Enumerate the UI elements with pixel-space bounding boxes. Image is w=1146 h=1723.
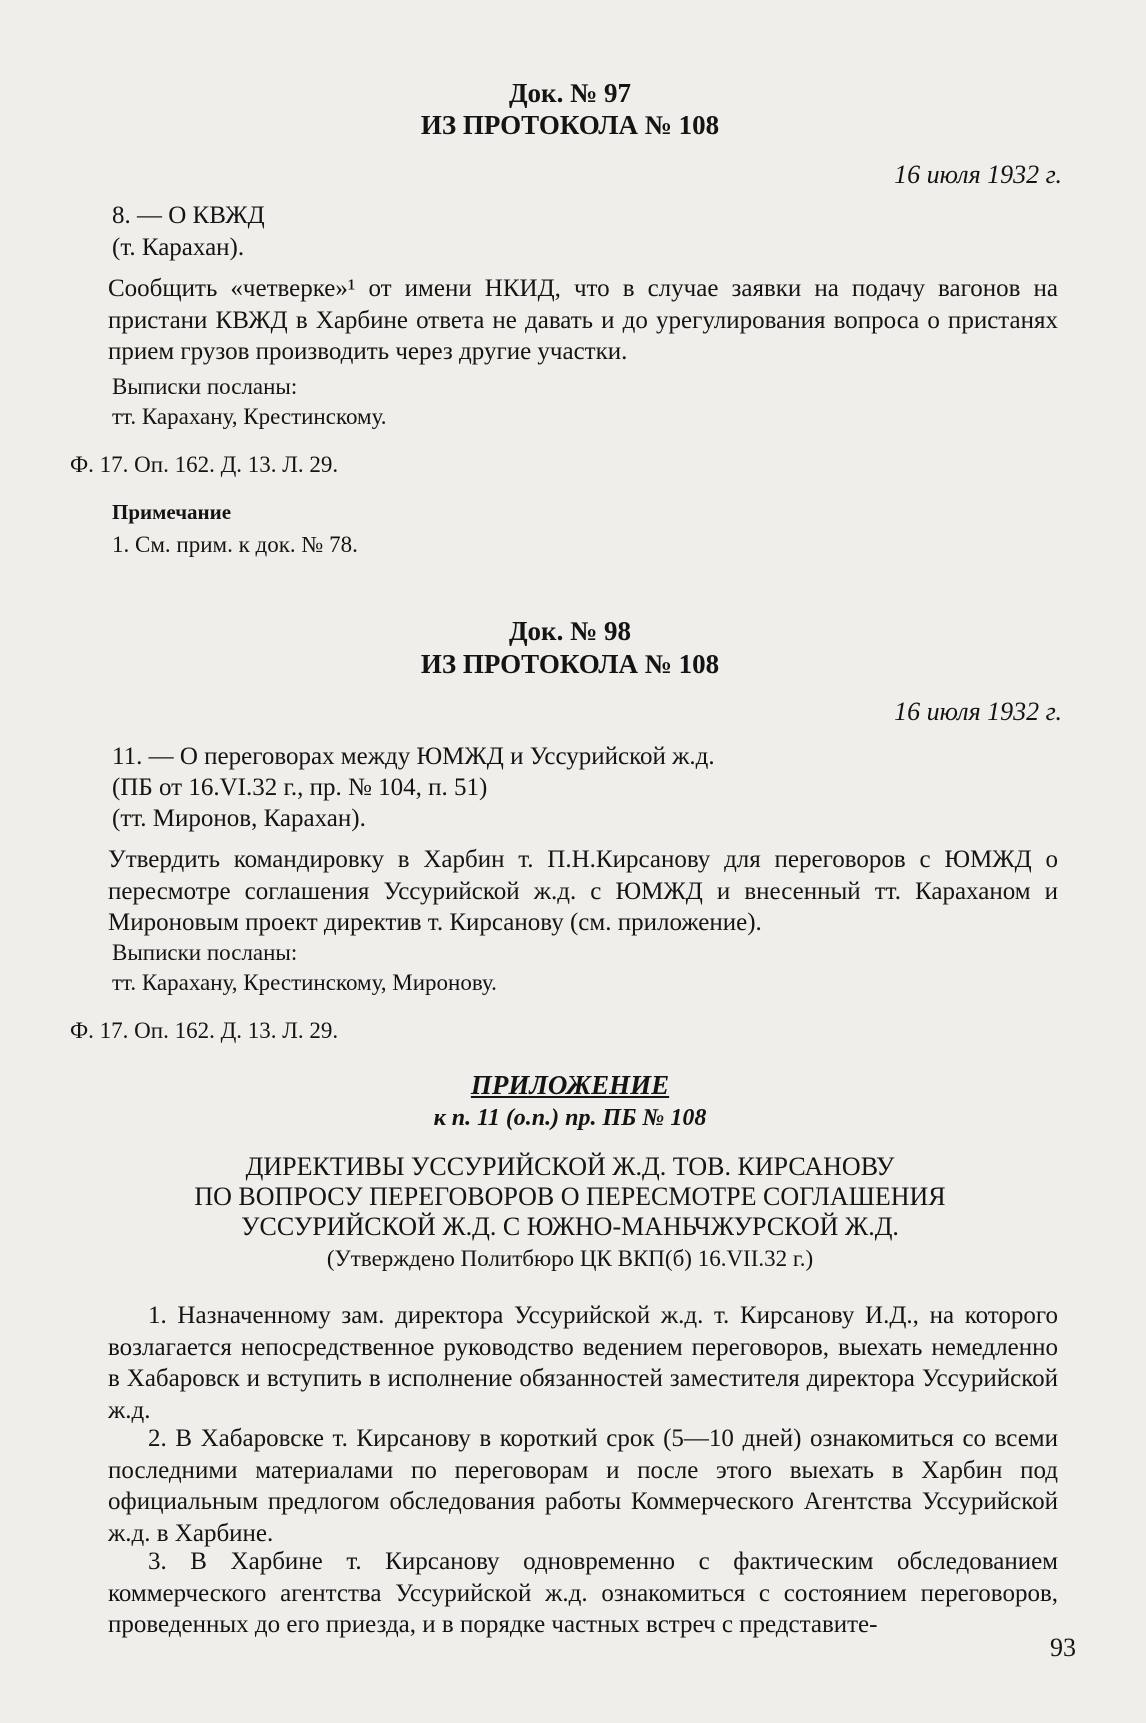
doc98-date: 16 июля 1932 г.: [894, 697, 1062, 726]
doc97-speaker: (т. Карахан).: [112, 234, 245, 261]
doc97-protocol: ИЗ ПРОТОКОЛА № 108: [420, 110, 720, 140]
doc97-sent-label: Выписки посланы:: [112, 374, 298, 399]
doc97-sent-to: тт. Карахану, Крестинскому.: [112, 404, 387, 429]
doc98-ref: (ПБ от 16.VI.32 г., пр. № 104, п. 51): [112, 774, 488, 801]
doc97-item-heading: 8. — О КВЖД: [112, 202, 265, 229]
appendix-subheading: к п. 11 (о.п.) пр. ПБ № 108: [433, 1105, 707, 1131]
doc98-number: Док. № 98: [508, 616, 631, 646]
doc98-sent-label: Выписки посланы:: [112, 940, 298, 965]
appendix-title-line-3: УССУРИЙСКОЙ Ж.Д. С ЮЖНО-МАНЬЧЖУРСКОЙ Ж.Д.: [241, 1212, 899, 1241]
doc97-body: Сообщить «четверке»¹ от имени НКИД, что в случае заявки на подачу вагонов на пристани КВЖД в Харбине ответа не давать и до урегулирования вопроса о пристанях прием грузов производить через другие участки.: [108, 275, 1058, 365]
doc98-item-heading: 11. — О переговорах между ЮМЖД и Уссурийской ж.д.: [112, 743, 715, 770]
doc97-note-label: Примечание: [112, 500, 232, 524]
doc98-body: Утвердить командировку в Харбин т. П.Н.Кирсанову для переговоров с ЮМЖД о пересмотре соглашения Уссурийской ж.д. с ЮМЖД и внесенный тт. Караханом и Мироновым проект директив т. Кирсанову (см. приложение).: [108, 846, 1058, 936]
appendix-title-line-2: ПО ВОПРОСУ ПЕРЕГОВОРОВ О ПЕРЕСМОТРЕ СОГЛАШЕНИЯ: [194, 1182, 946, 1211]
doc97-source: Ф. 17. Оп. 162. Д. 13. Л. 29.: [70, 452, 339, 477]
appendix-title-line-1: ДИРЕКТИВЫ УССУРИЙСКОЙ Ж.Д. ТОВ. КИРСАНОВУ: [245, 1152, 895, 1181]
doc98-protocol: ИЗ ПРОТОКОЛА № 108: [420, 649, 720, 679]
doc97-number: Док. № 97: [508, 78, 631, 108]
appendix-paragraph-2: 2. В Хабаровске т. Кирсанову в короткий срок (5—10 дней) ознакомиться со всеми последними материалами по переговорам и после этого выехать в Харбин под официальным предлогом обследования работы Коммерческого Агентства Уссурийской ж.д. в Харбине.: [108, 1425, 1058, 1547]
doc97-note: 1. См. прим. к док. № 78.: [112, 532, 358, 557]
page-number: 93: [1050, 1633, 1076, 1662]
appendix-approved: (Утверждено Политбюро ЦК ВКП(б) 16.VII.32 г.): [326, 1246, 814, 1271]
appendix-paragraph-3: 3. В Харбине т. Кирсанову одновременно с фактическим обследованием коммерческого агентства Уссурийской ж.д. ознакомиться с состоянием переговоров, проведенных до его приезда, и в порядке частных встреч с представите-: [108, 1548, 1058, 1638]
doc98-source: Ф. 17. Оп. 162. Д. 13. Л. 29.: [70, 1018, 339, 1043]
appendix-paragraph-1: 1. Назначенному зам. директора Уссурийской ж.д. т. Кирсанову И.Д., на которого возлагается непосредственное руководство ведением переговоров, выехать немедленно в Хабаровск и вступить в исполнение обязанностей заместителя директора Уссурийской ж.д.: [108, 1302, 1058, 1424]
doc97-date: 16 июля 1932 г.: [894, 160, 1062, 189]
doc98-sent-to: тт. Карахану, Крестинскому, Миронову.: [112, 970, 497, 995]
appendix-heading: ПРИЛОЖЕНИЕ: [470, 1070, 670, 1100]
doc98-speakers: (тт. Миронов, Карахан).: [112, 805, 366, 832]
